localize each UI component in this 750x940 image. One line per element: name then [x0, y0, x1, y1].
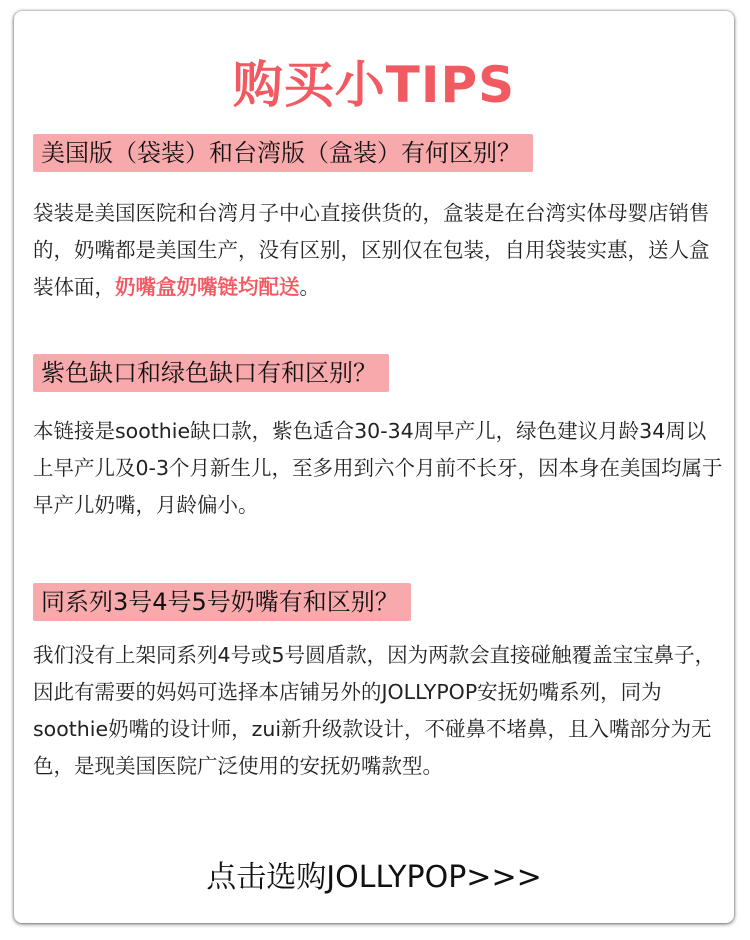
answer-2: 本链接是soothie缺口款，紫色适合30-34周早产儿，绿色建议月龄34周以上早产儿及0-3个月新生儿，至多用到六个月前不长牙，因本身在美国均属于早产儿奶嘴，月龄偏小。: [33, 419, 723, 517]
question-3: 同系列3号4号5号奶嘴有和区别？: [33, 583, 411, 621]
answer-1-tail: 。: [299, 275, 320, 299]
tips-card: [14, 11, 734, 923]
shop-jollypop-link[interactable]: 点击选购JOLLYPOP>>>: [206, 860, 542, 895]
answer-3: 我们没有上架同系列4号或5号圆盾款，因为两款会直接碰触覆盖宝宝鼻子，因此有需要的妈妈可选择本店铺另外的JOLLYPOP安抚奶嘴系列，同为soothie奶嘴的设计师，zui新升级款设计，不碰鼻不堵鼻，且入嘴部分为无色，是现美国医院广泛使用的安抚奶嘴款型。: [33, 643, 716, 778]
answer-1-text: 袋装是美国医院和台湾月子中心直接供货的，盒装是在台湾实体母婴店销售的，奶嘴都是美国生产，没有区别，区别仅在包装，自用袋装实惠，送人盒装体面，: [33, 201, 710, 299]
answer-1-highlight: 奶嘴盒奶嘴链均配送: [115, 275, 300, 299]
page-title: 购买小TIPS: [232, 56, 516, 114]
answer-1: [33, 195, 723, 306]
question-2: 紫色缺口和绿色缺口有和区别？: [33, 354, 389, 392]
question-1: 美国版（袋装）和台湾版（盒装）有何区别？: [33, 134, 533, 172]
